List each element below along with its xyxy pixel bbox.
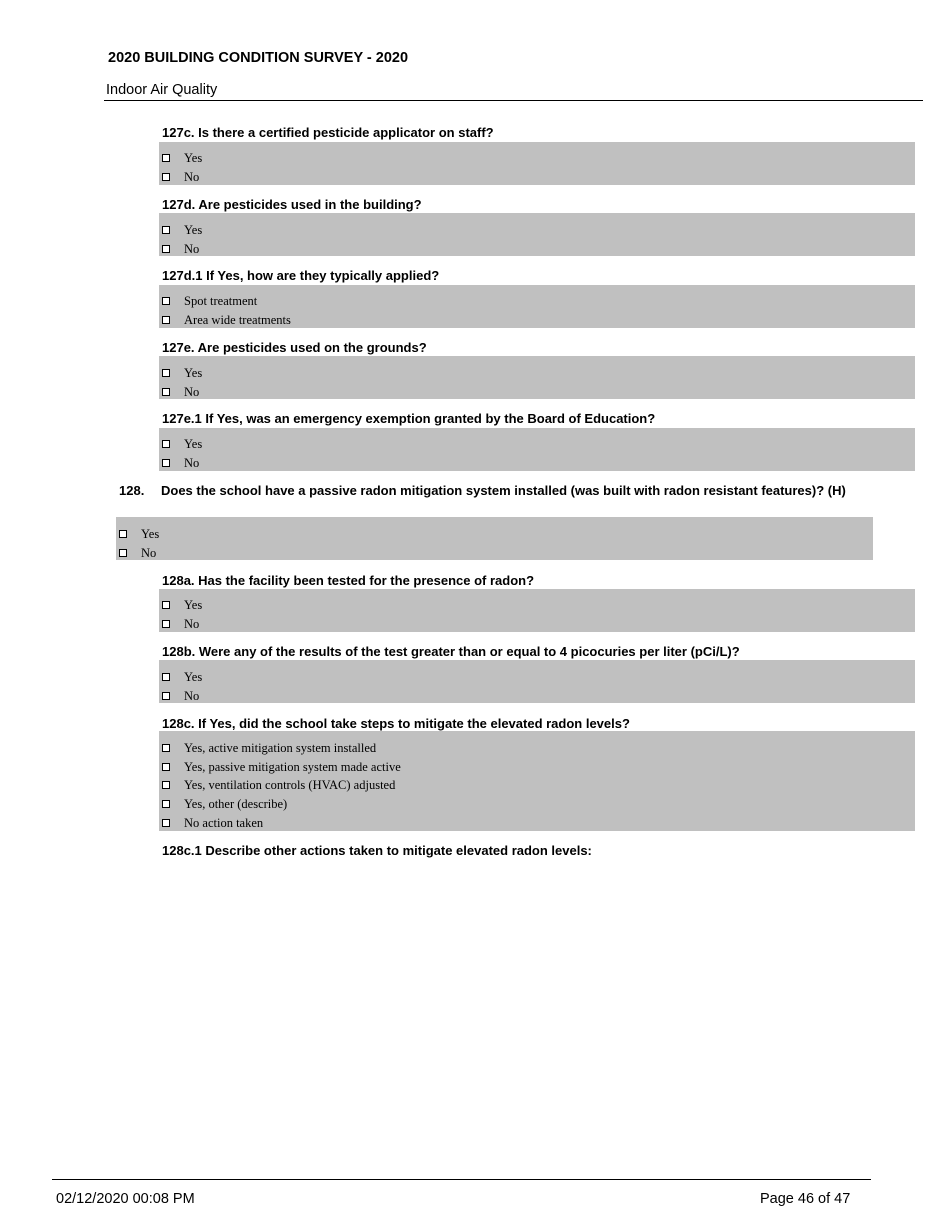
options-127c <box>159 142 915 185</box>
question-127e: 127e. Are pesticides used on the grounds? <box>162 340 427 355</box>
checkbox-icon[interactable] <box>162 316 170 324</box>
option-no[interactable]: No <box>162 455 199 471</box>
checkbox-icon[interactable] <box>162 173 170 181</box>
checkbox-icon[interactable] <box>162 800 170 808</box>
option-yes[interactable]: Yes <box>119 526 159 542</box>
footer-timestamp: 02/12/2020 00:08 PM <box>56 1191 195 1207</box>
option-no[interactable]: No <box>162 169 199 185</box>
question-127e1: 127e.1 If Yes, was an emergency exemption granted by the Board of Education? <box>162 411 656 426</box>
option-yes[interactable]: Yes <box>162 597 202 613</box>
option-yes[interactable]: Yes <box>162 222 202 238</box>
checkbox-icon[interactable] <box>162 763 170 771</box>
option-no[interactable]: No <box>162 384 199 400</box>
options-128b <box>159 660 915 703</box>
option-no[interactable]: No <box>119 545 156 561</box>
option-active-mitigation[interactable]: Yes, active mitigation system installed <box>162 740 376 756</box>
checkbox-icon[interactable] <box>162 744 170 752</box>
header-divider <box>104 100 923 101</box>
checkbox-icon[interactable] <box>162 245 170 253</box>
option-yes[interactable]: Yes <box>162 150 202 166</box>
checkbox-icon[interactable] <box>162 601 170 609</box>
options-128a <box>159 589 915 632</box>
question-127d1: 127d.1 If Yes, how are they typically applied? <box>162 268 440 283</box>
checkbox-icon[interactable] <box>162 440 170 448</box>
options-127e <box>159 356 915 399</box>
options-128c <box>159 731 915 831</box>
page-number: Page 46 of 47 <box>760 1191 851 1207</box>
checkbox-icon[interactable] <box>162 459 170 467</box>
document-title: 2020 BUILDING CONDITION SURVEY - 2020 <box>108 50 409 66</box>
checkbox-icon[interactable] <box>162 297 170 305</box>
checkbox-icon[interactable] <box>162 781 170 789</box>
question-128b: 128b. Were any of the results of the test greater than or equal to 4 picocuries per liter (pCi/L)? <box>162 644 740 659</box>
question-127c: 127c. Is there a certified pesticide applicator on staff? <box>162 125 494 140</box>
checkbox-icon[interactable] <box>119 549 127 557</box>
options-127e1 <box>159 428 915 471</box>
question-128 <box>119 482 879 499</box>
option-no-action[interactable]: No action taken <box>162 815 263 831</box>
option-passive-made-active[interactable]: Yes, passive mitigation system made active <box>162 759 401 775</box>
checkbox-icon[interactable] <box>119 530 127 538</box>
question-127d: 127d. Are pesticides used in the building? <box>162 197 422 212</box>
option-yes[interactable]: Yes <box>162 669 202 685</box>
checkbox-icon[interactable] <box>162 154 170 162</box>
section-title: Indoor Air Quality <box>106 82 218 98</box>
option-yes[interactable]: Yes <box>162 436 202 452</box>
option-area-wide[interactable]: Area wide treatments <box>162 312 291 328</box>
question-number: 128. <box>119 483 145 498</box>
checkbox-icon[interactable] <box>162 388 170 396</box>
question-128c: 128c. If Yes, did the school take steps to mitigate the elevated radon levels? <box>162 716 630 731</box>
checkbox-icon[interactable] <box>162 819 170 827</box>
option-spot-treatment[interactable]: Spot treatment <box>162 293 257 309</box>
checkbox-icon[interactable] <box>162 226 170 234</box>
checkbox-icon[interactable] <box>162 369 170 377</box>
checkbox-icon[interactable] <box>162 620 170 628</box>
options-127d1 <box>159 285 915 328</box>
option-no[interactable]: No <box>162 241 199 257</box>
question-128a: 128a. Has the facility been tested for the presence of radon? <box>162 573 535 588</box>
option-no[interactable]: No <box>162 616 199 632</box>
checkbox-icon[interactable] <box>162 692 170 700</box>
question-text: Does the school have a passive radon mitigation system installed (was built with radon resistant features)? (H) <box>161 483 846 498</box>
options-128 <box>116 517 873 560</box>
question-128c1: 128c.1 Describe other actions taken to mitigate elevated radon levels: <box>162 843 592 858</box>
option-other-describe[interactable]: Yes, other (describe) <box>162 796 287 812</box>
option-no[interactable]: No <box>162 688 199 704</box>
checkbox-icon[interactable] <box>162 673 170 681</box>
option-yes[interactable]: Yes <box>162 365 202 381</box>
option-ventilation-adjusted[interactable]: Yes, ventilation controls (HVAC) adjusted <box>162 777 395 793</box>
footer-divider <box>52 1179 871 1180</box>
options-127d <box>159 213 915 256</box>
